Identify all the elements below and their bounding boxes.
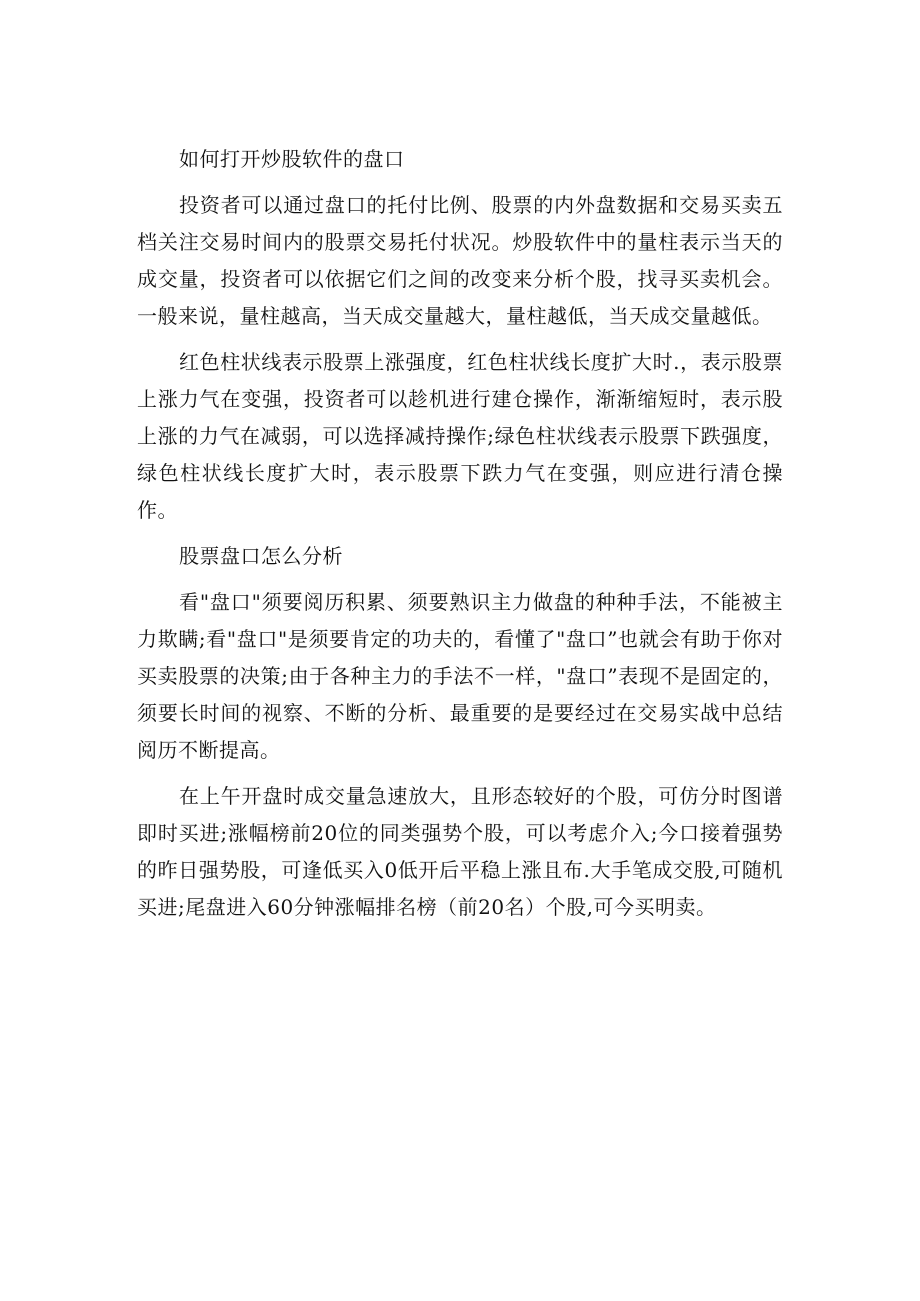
paragraph-pankou-strategy: 在上午开盘时成交量急速放大，且形态较好的个股，可仿分时图谱即时买进;涨幅榜前20位的同类强势个股，可以考虑介入;今口接着强势的昨日强势股，可逢低买入0低开后平稳上涨且布.大手笔成交股,可随机买进;尾盘进入60分钟涨幅排名榜（前20名）个股,可今买明卖。 bbox=[137, 784, 783, 919]
document-body bbox=[137, 141, 783, 935]
section-heading-pankou-open: 如何打开炒股软件的盘口 bbox=[179, 147, 405, 171]
paragraph-pankou-bars: 红色柱状线表示股票上涨强度，红色柱状线长度扩大时.，表示股票上涨力气在变强，投资者可以趁机进行建仓操作，渐渐缩短时，表示股上涨的力气在减弱，可以选择减持操作;绿色柱状线表示股票下跌强度，绿色柱状线长度扩大时，表示股票下跌力气在变强，则应进行清仓操作。 bbox=[137, 350, 783, 522]
section-heading-pankou-analysis: 股票盘口怎么分析 bbox=[179, 544, 343, 568]
paragraph-pankou-experience: 看"盘口"须要阅历积累、须要熟识主力做盘的种种手法，不能被主力欺瞒;看"盘口"是须要肯定的功夫的，看懂了"盘口”也就会有助于你对买卖股票的决策;由于各种主力的手法不一样，"盘口”表现不是固定的，须要长时间的视察、不断的分析、最重要的是要经过在交易实战中总结阅历不断提高。 bbox=[137, 590, 783, 762]
paragraph-pankou-volume: 投资者可以通过盘口的托付比例、股票的内外盘数据和交易买卖五档关注交易时间内的股票交易托付状况。炒股软件中的量柱表示当天的成交量，投资者可以依据它们之间的改变来分析个股，找寻买卖机会。一般来说，量柱越高，当天成交量越大，量柱越低，当天成交量越低。 bbox=[137, 193, 783, 328]
